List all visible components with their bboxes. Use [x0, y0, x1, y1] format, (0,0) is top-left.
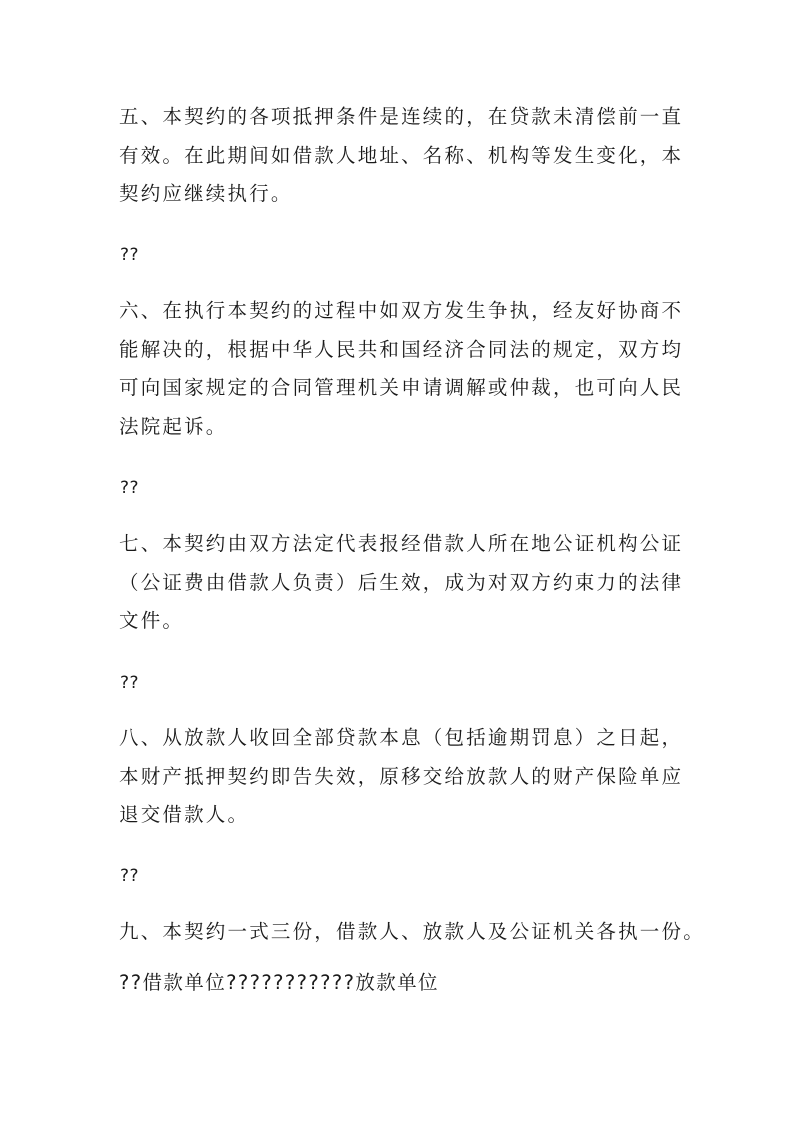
clause-6-line-4: 法院起诉。 [119, 414, 228, 438]
clause-7-line-1: 七、本契约由双方法定代表报经借款人所在地公证机构公证 [119, 532, 684, 555]
separator-4: ?? [120, 866, 140, 886]
clause-8-line-1: 八、从放款人收回全部贷款本息（包括逾期罚息）之日起， [119, 726, 684, 749]
clause-5-line-2: 有效。在此期间如借款人地址、名称、机构等发生变化，本 [119, 143, 684, 167]
clause-6-line-3: 可向国家规定的合同管理机关申请调解或仲裁，也可向人民 [119, 376, 684, 400]
separator-2: ?? [120, 478, 140, 498]
clause-6-line-1: 六、在执行本契约的过程中如双方发生争执，经友好协商不 [119, 299, 684, 322]
clause-7-line-3: 文件。 [119, 609, 185, 633]
clause-9 [119, 913, 705, 952]
separator-3: ?? [120, 673, 140, 693]
clause-8-line-3: 退交借款人。 [119, 803, 250, 827]
clause-7 [119, 525, 684, 641]
clause-8 [119, 719, 684, 835]
clause-5 [119, 98, 684, 214]
clause-5-line-3: 契约应继续执行。 [119, 182, 293, 206]
signature-line [119, 964, 679, 1003]
separator-1: ?? [120, 245, 140, 265]
clause-7-line-2: （公证费由借款人负责）后生效，成为对双方约束力的法律 [119, 570, 684, 594]
clause-6 [119, 292, 684, 446]
clause-6-line-2: 能解决的，根据中华人民共和国经济合同法的规定，双方均 [119, 337, 684, 361]
clause-9-line-1: 九、本契约一式三份，借款人、放款人及公证机关各执一份。 [119, 920, 705, 943]
signature-line-text: ??借款单位???????????放款单位 [119, 971, 439, 994]
clause-5-line-1: 五、本契约的各项抵押条件是连续的，在贷款未清偿前一直 [119, 105, 684, 128]
clause-8-line-2: 本财产抵押契约即告失效，原移交给放款人的财产保险单应 [119, 764, 684, 788]
